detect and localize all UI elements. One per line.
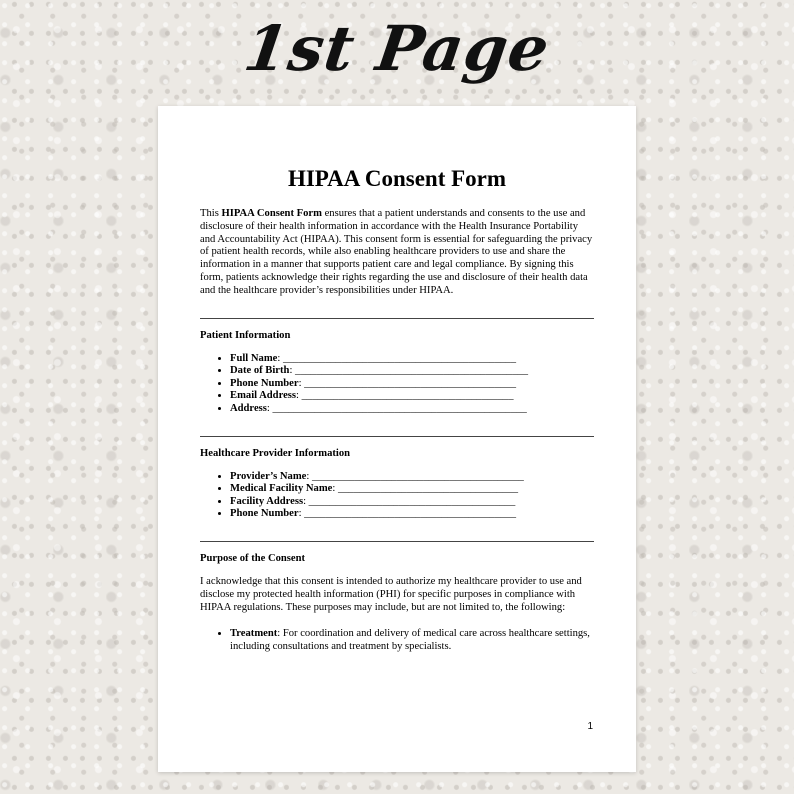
provider-info-heading: Healthcare Provider Information — [200, 447, 351, 459]
field-label: Email Address — [230, 390, 297, 402]
field-blank[interactable]: : ________________________________________ — [298, 508, 517, 520]
document-page — [158, 106, 636, 772]
document-title: HIPAA Consent Form — [287, 166, 507, 191]
purpose-heading: Purpose of the Consent — [200, 552, 306, 564]
field-blank[interactable]: : ________________________________________ — [296, 390, 514, 402]
patient-field-full-name — [230, 353, 594, 366]
field-label: Full Name — [230, 352, 278, 364]
provider-field-facility-address — [230, 496, 594, 509]
field-label: Facility Address — [230, 495, 304, 507]
field-label: Address — [230, 402, 267, 414]
banner-title: 1st Page — [239, 12, 555, 85]
field-label: Date of Birth — [230, 365, 290, 377]
divider — [200, 541, 594, 542]
field-label: Provider’s Name — [230, 470, 307, 482]
patient-field-dob — [230, 365, 594, 378]
provider-field-phone — [230, 508, 594, 521]
field-label: Phone Number — [230, 508, 299, 520]
divider — [200, 318, 594, 319]
provider-fields-list — [200, 471, 594, 521]
patient-field-email — [230, 390, 594, 403]
intro-paragraph — [200, 208, 594, 298]
field-blank[interactable]: : ________________________________________ — [306, 470, 524, 482]
field-blank[interactable]: : ____________________________________________ — [289, 365, 529, 377]
intro-bold: HIPAA Consent Form — [221, 208, 322, 219]
field-blank[interactable]: : __________________________________ — [332, 483, 519, 495]
field-label: Medical Facility Name — [230, 483, 333, 495]
field-blank[interactable]: : ____________________________________________ — [277, 352, 517, 364]
intro-rest: ensures that a patient understands and consents to the use and disclosure of their health information in accordance with the Health Insurance Portability and Accountability Act (HIPAA). This consent form is essential for safeguarding the privacy of patient health records, while also enabling healthcare providers to use and share the information in a manner that supports patient care and legal compliance. By signing this form, patients acknowledge their rights regarding the use and disclosure of their health data and the healthcare provider’s responsibilities under HIPAA. — [200, 208, 593, 296]
provider-field-name — [230, 471, 594, 484]
patient-field-phone — [230, 378, 594, 391]
purpose-item-label: Treatment — [230, 628, 278, 640]
patient-field-address — [230, 403, 594, 416]
purpose-item-treatment — [230, 628, 594, 653]
field-blank[interactable]: : ________________________________________________ — [266, 402, 527, 414]
page-number: 1 — [587, 721, 593, 732]
purpose-item-text: : For coordination and delivery of medical care across healthcare settings, including consultations and treatment by specialists. — [230, 628, 590, 652]
document-content — [200, 166, 594, 654]
field-label: Phone Number — [230, 377, 299, 389]
provider-field-facility-name — [230, 483, 594, 496]
divider — [200, 436, 594, 437]
intro-prefix: This — [200, 208, 222, 219]
field-blank[interactable]: : _______________________________________ — [303, 495, 516, 507]
purpose-paragraph: I acknowledge that this consent is intended to authorize my healthcare provider to use and disclose my protected health information (PHI) for specific purposes in compliance with HIPAA regulations. These purposes may include, but are not limited to, the following: — [200, 575, 582, 613]
purpose-list — [200, 628, 594, 653]
patient-info-heading: Patient Information — [200, 329, 291, 341]
patient-fields-list — [200, 353, 594, 416]
field-blank[interactable]: : ________________________________________ — [298, 377, 517, 389]
